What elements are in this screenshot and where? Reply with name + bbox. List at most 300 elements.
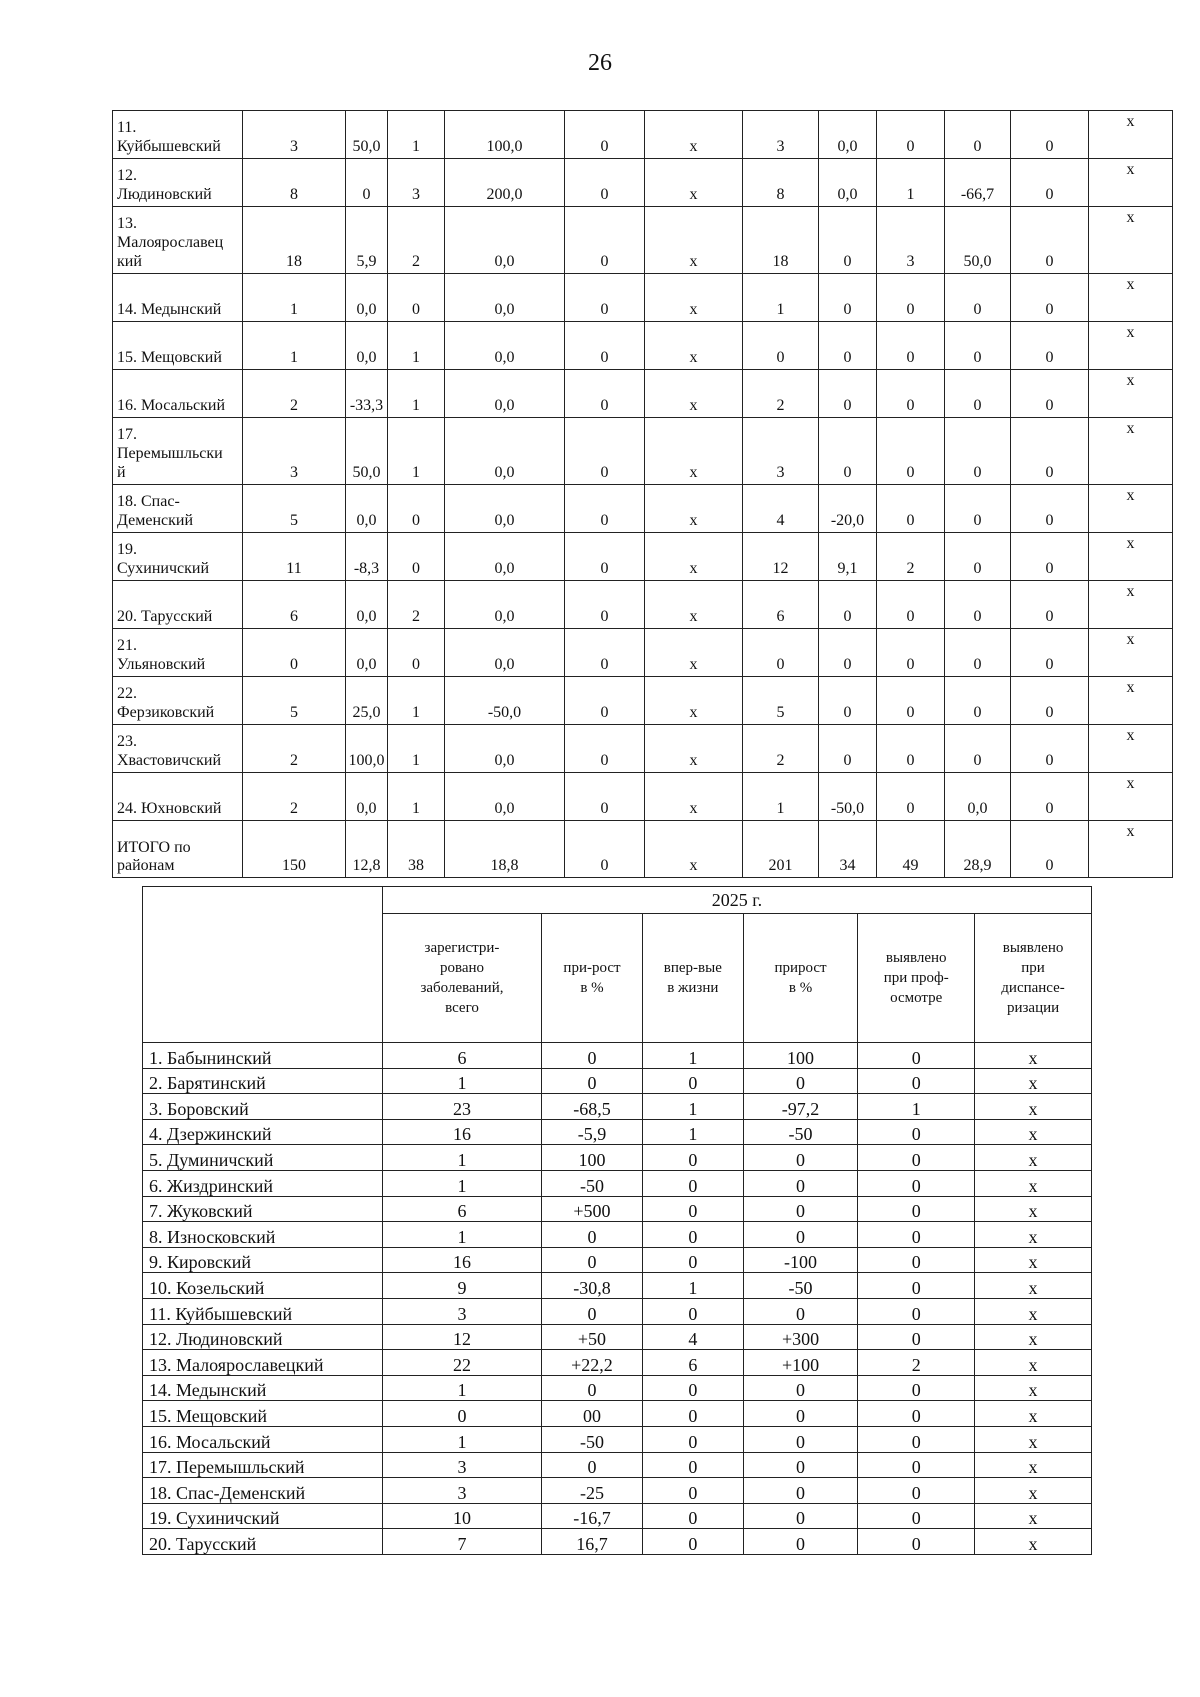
district-name: 12. Людиновский — [113, 159, 243, 207]
table-cell: 1 — [388, 677, 445, 725]
table-cell: 0 — [877, 773, 945, 821]
district-name: 9. Кировский — [143, 1247, 383, 1273]
table-cell: 0,0 — [445, 418, 565, 485]
table-cell: 0 — [877, 370, 945, 418]
table-cell: 0 — [819, 629, 877, 677]
table-cell: х — [975, 1452, 1092, 1478]
table-row — [113, 821, 1173, 878]
table-cell: 2 — [243, 370, 346, 418]
district-name: 1. Бабынинский — [143, 1043, 383, 1069]
district-name: 11. Куйбышевский — [143, 1298, 383, 1324]
header-blank — [143, 887, 383, 1043]
district-name: 19. Сухиничский — [143, 1503, 383, 1529]
table-cell: 100 — [743, 1043, 858, 1069]
table-row — [143, 1145, 1092, 1171]
table-cell: 3 — [388, 159, 445, 207]
table-cell: 49 — [877, 821, 945, 878]
table-cell: 0 — [642, 1401, 743, 1427]
table-cell-x: х — [1089, 111, 1173, 159]
district-name: 18. Спас-Деменский — [143, 1478, 383, 1504]
table-cell-x: х — [1089, 581, 1173, 629]
table-cell: 0 — [858, 1324, 975, 1350]
table-row — [143, 1478, 1092, 1504]
table-cell: +50 — [542, 1324, 643, 1350]
table-cell: х — [975, 1222, 1092, 1248]
table-cell: х — [645, 581, 743, 629]
table-cell: -100 — [743, 1247, 858, 1273]
table-cell: 201 — [743, 821, 819, 878]
table-cell: 0,0 — [346, 773, 388, 821]
district-name: 14. Медынский — [113, 274, 243, 322]
table-cell: 5 — [243, 485, 346, 533]
table-cell: 0 — [945, 629, 1011, 677]
table-row — [113, 725, 1173, 773]
table-cell: 12,8 — [346, 821, 388, 878]
table-cell: 3 — [743, 111, 819, 159]
table-cell: 1 — [642, 1273, 743, 1299]
table-cell: 1 — [388, 418, 445, 485]
district-name: 15. Мещовский — [113, 322, 243, 370]
table-cell: х — [975, 1375, 1092, 1401]
table-cell-x: х — [1089, 370, 1173, 418]
table-cell: 0 — [819, 581, 877, 629]
table-cell: х — [645, 485, 743, 533]
table-row — [143, 1247, 1092, 1273]
district-name: 20. Тарусский — [113, 581, 243, 629]
column-header: выявлено при диспансе- ризации — [975, 914, 1092, 1043]
table-cell: 0 — [565, 581, 645, 629]
table-row — [113, 418, 1173, 485]
table-cell: 0 — [743, 629, 819, 677]
table-cell: 1 — [382, 1222, 541, 1248]
table-cell: +100 — [743, 1350, 858, 1376]
table-cell: х — [975, 1478, 1092, 1504]
table-cell: х — [975, 1401, 1092, 1427]
table-cell: 3 — [382, 1298, 541, 1324]
table-cell: х — [975, 1324, 1092, 1350]
table-cell: 0 — [743, 1068, 858, 1094]
table-row — [143, 1273, 1092, 1299]
table-cell: 2 — [743, 725, 819, 773]
table-cell: -68,5 — [542, 1094, 643, 1120]
district-name: 21. Ульяновский — [113, 629, 243, 677]
table-cell: 0 — [642, 1478, 743, 1504]
table-cell: 0 — [858, 1298, 975, 1324]
table-cell: 0 — [565, 370, 645, 418]
table-cell: 0 — [858, 1452, 975, 1478]
table-cell: 0,0 — [346, 485, 388, 533]
table-cell: 0 — [565, 274, 645, 322]
table-cell: 25,0 — [346, 677, 388, 725]
table-cell: 0 — [243, 629, 346, 677]
table-cell: 2 — [388, 207, 445, 274]
column-header: прирост в % — [743, 914, 858, 1043]
table-cell: 0,0 — [346, 629, 388, 677]
table-cell: 0 — [877, 274, 945, 322]
table-cell: х — [645, 274, 743, 322]
table-cell: 0 — [945, 725, 1011, 773]
table-cell: -25 — [542, 1478, 643, 1504]
table-cell: 0 — [945, 322, 1011, 370]
table-cell: 0 — [1011, 274, 1089, 322]
table-cell: 0 — [858, 1426, 975, 1452]
district-name: 7. Жуковский — [143, 1196, 383, 1222]
table-cell: 0 — [388, 533, 445, 581]
table-row — [113, 370, 1173, 418]
table-cell: х — [975, 1298, 1092, 1324]
table-row — [143, 1170, 1092, 1196]
table-cell: 0 — [743, 1503, 858, 1529]
table-cell: 2 — [388, 581, 445, 629]
table-cell: 0 — [743, 1145, 858, 1171]
table-cell: 0 — [858, 1273, 975, 1299]
table-cell: 0 — [642, 1068, 743, 1094]
header-year: 2025 г. — [382, 887, 1091, 914]
table-cell: 1 — [388, 370, 445, 418]
table-row — [143, 1503, 1092, 1529]
table-cell: 3 — [243, 418, 346, 485]
table-cell: 0 — [858, 1529, 975, 1555]
district-name: 8. Износковский — [143, 1222, 383, 1248]
table-cell: 0 — [743, 1375, 858, 1401]
table-cell: 0 — [565, 207, 645, 274]
table-cell: 34 — [819, 821, 877, 878]
table-cell: 0 — [642, 1145, 743, 1171]
district-name: 19. Сухиничский — [113, 533, 243, 581]
district-name: 2. Барятинский — [143, 1068, 383, 1094]
table-cell: х — [975, 1196, 1092, 1222]
table-cell: 0 — [565, 159, 645, 207]
table-cell: 10 — [382, 1503, 541, 1529]
table-cell: х — [975, 1503, 1092, 1529]
table-cell: -66,7 — [945, 159, 1011, 207]
table-cell: х — [645, 207, 743, 274]
table-cell: 0 — [1011, 159, 1089, 207]
table-cell: 3 — [382, 1452, 541, 1478]
table-row — [113, 274, 1173, 322]
table-cell: 0 — [877, 322, 945, 370]
table-cell-x: х — [1089, 629, 1173, 677]
table-cell-x: х — [1089, 773, 1173, 821]
district-name: 3. Боровский — [143, 1094, 383, 1120]
table-cell: 00 — [542, 1401, 643, 1427]
table-cell-x: х — [1089, 677, 1173, 725]
table-row — [143, 1324, 1092, 1350]
table-cell: х — [645, 725, 743, 773]
district-name: 12. Людиновский — [143, 1324, 383, 1350]
table-cell: 0 — [858, 1043, 975, 1069]
table-cell: 0 — [877, 485, 945, 533]
table-row — [143, 1401, 1092, 1427]
table-cell: 1 — [877, 159, 945, 207]
table-cell: х — [975, 1068, 1092, 1094]
table-cell: 0,0 — [819, 159, 877, 207]
table-cell: 1 — [642, 1043, 743, 1069]
table-cell: -20,0 — [819, 485, 877, 533]
table-cell: 0 — [542, 1222, 643, 1248]
table-cell: 0 — [1011, 322, 1089, 370]
table-cell: 0 — [858, 1170, 975, 1196]
table-row — [143, 1426, 1092, 1452]
table-cell: 0 — [819, 725, 877, 773]
table-cell: 0 — [743, 1452, 858, 1478]
table-cell: 0 — [877, 629, 945, 677]
table-cell: 0 — [743, 1298, 858, 1324]
table-cell: 1 — [382, 1068, 541, 1094]
table-cell: 9 — [382, 1273, 541, 1299]
table-cell: 0 — [858, 1222, 975, 1248]
district-name: 5. Думиничский — [143, 1145, 383, 1171]
table-row — [143, 1043, 1092, 1069]
table-cell: -5,9 — [542, 1119, 643, 1145]
table-row — [143, 1094, 1092, 1120]
table-cell-x: х — [1089, 418, 1173, 485]
table-cell: 3 — [743, 418, 819, 485]
table-cell: 0 — [819, 418, 877, 485]
district-table-continued — [112, 110, 1173, 878]
table-cell: 0 — [1011, 629, 1089, 677]
table-row — [143, 1529, 1092, 1555]
table-cell: 1 — [388, 322, 445, 370]
table-row — [143, 1222, 1092, 1248]
table-cell: 3 — [877, 207, 945, 274]
table-cell: 0 — [1011, 773, 1089, 821]
table-row — [143, 1196, 1092, 1222]
table-cell: 0 — [382, 1401, 541, 1427]
table-cell: 0 — [642, 1503, 743, 1529]
table-cell: 0 — [565, 533, 645, 581]
table-cell: 0 — [858, 1478, 975, 1504]
table-cell: 0 — [819, 677, 877, 725]
table-cell: 1 — [243, 322, 346, 370]
table-cell: 6 — [243, 581, 346, 629]
table-cell: 0 — [542, 1298, 643, 1324]
table-cell-x: х — [1089, 274, 1173, 322]
table-cell: 0 — [1011, 677, 1089, 725]
table-cell: х — [645, 773, 743, 821]
table-cell: 0 — [877, 418, 945, 485]
table-cell: 0 — [642, 1170, 743, 1196]
table-row — [113, 773, 1173, 821]
table-cell: 6 — [382, 1196, 541, 1222]
table-cell: 2 — [743, 370, 819, 418]
table-cell-x: х — [1089, 322, 1173, 370]
table-cell: 1 — [642, 1094, 743, 1120]
table-cell: 5 — [243, 677, 346, 725]
table-cell: х — [975, 1350, 1092, 1376]
table-cell: -33,3 — [346, 370, 388, 418]
table-cell: 0 — [945, 677, 1011, 725]
table-cell: 1 — [858, 1094, 975, 1120]
table-cell: х — [645, 629, 743, 677]
district-name: 11. Куйбышевский — [113, 111, 243, 159]
table-cell: -8,3 — [346, 533, 388, 581]
table-cell: 0 — [1011, 485, 1089, 533]
table-row — [143, 1119, 1092, 1145]
table-cell: х — [975, 1119, 1092, 1145]
table-cell: 0,0 — [445, 629, 565, 677]
table-cell: 0 — [565, 821, 645, 878]
table-cell: 0 — [819, 207, 877, 274]
table-cell: 1 — [382, 1375, 541, 1401]
table-cell: 2 — [877, 533, 945, 581]
table-row — [113, 533, 1173, 581]
table-cell: х — [645, 370, 743, 418]
table-cell: 0 — [346, 159, 388, 207]
table-cell: 0 — [945, 485, 1011, 533]
table-cell: 0 — [388, 629, 445, 677]
district-name: 23. Хвастовичский — [113, 725, 243, 773]
table-cell: 0 — [1011, 370, 1089, 418]
table-cell: 1 — [743, 274, 819, 322]
table-cell: 0 — [1011, 533, 1089, 581]
table-cell: х — [975, 1529, 1092, 1555]
table-cell: 23 — [382, 1094, 541, 1120]
table-cell: 0,0 — [945, 773, 1011, 821]
table-cell: 5,9 — [346, 207, 388, 274]
table-cell: -50 — [743, 1119, 858, 1145]
table-cell: х — [645, 418, 743, 485]
table-cell: 0,0 — [346, 322, 388, 370]
table-cell: 2 — [243, 773, 346, 821]
table-row — [143, 1452, 1092, 1478]
table-cell: 3 — [243, 111, 346, 159]
table-cell: 0 — [642, 1222, 743, 1248]
district-name: ИТОГО по районам — [113, 821, 243, 878]
table-cell: 1 — [388, 111, 445, 159]
table-row — [113, 485, 1173, 533]
table-cell: 0 — [743, 322, 819, 370]
table-cell: 0 — [877, 111, 945, 159]
table-cell: 50,0 — [346, 111, 388, 159]
table-cell: 0 — [945, 274, 1011, 322]
table-cell: х — [975, 1273, 1092, 1299]
district-name: 22. Ферзиковский — [113, 677, 243, 725]
table-cell: 8 — [743, 159, 819, 207]
table-cell: 0 — [642, 1452, 743, 1478]
table-cell: 0 — [877, 725, 945, 773]
table-cell: 0,0 — [346, 581, 388, 629]
table-row — [143, 1375, 1092, 1401]
table-cell: х — [975, 1247, 1092, 1273]
table-cell: 2 — [858, 1350, 975, 1376]
table-cell: 0 — [945, 418, 1011, 485]
table-cell: 38 — [388, 821, 445, 878]
table-cell: 12 — [743, 533, 819, 581]
table-cell: 0 — [642, 1247, 743, 1273]
table-cell: 7 — [382, 1529, 541, 1555]
table-cell: 0,0 — [445, 485, 565, 533]
table-cell: х — [975, 1145, 1092, 1171]
table-cell-x: х — [1089, 159, 1173, 207]
district-name: 13. Малоярославецкий — [143, 1350, 383, 1376]
table-cell: 5 — [743, 677, 819, 725]
district-name: 14. Медынский — [143, 1375, 383, 1401]
table-cell: 9,1 — [819, 533, 877, 581]
table-cell: 0 — [819, 322, 877, 370]
table-cell: 0 — [565, 773, 645, 821]
table-cell: 0 — [542, 1452, 643, 1478]
table-cell: 1 — [388, 773, 445, 821]
table-cell: 100 — [542, 1145, 643, 1171]
table-cell: 12 — [382, 1324, 541, 1350]
table-cell: 11 — [243, 533, 346, 581]
table-cell: +22,2 — [542, 1350, 643, 1376]
table-cell: 0 — [858, 1375, 975, 1401]
table-cell: 0 — [542, 1043, 643, 1069]
table-cell: 2 — [243, 725, 346, 773]
table-cell: -16,7 — [542, 1503, 643, 1529]
table-cell: х — [645, 821, 743, 878]
table-cell: х — [975, 1426, 1092, 1452]
district-name: 17. Перемышльски й — [113, 418, 243, 485]
table-cell: 0,0 — [445, 773, 565, 821]
table-cell: х — [975, 1094, 1092, 1120]
district-name: 4. Дзержинский — [143, 1119, 383, 1145]
table-cell: -50 — [542, 1170, 643, 1196]
table-cell: 1 — [382, 1426, 541, 1452]
table-cell: 16 — [382, 1119, 541, 1145]
table-cell: 0 — [565, 485, 645, 533]
table-cell: 6 — [382, 1043, 541, 1069]
table-cell: 1 — [642, 1119, 743, 1145]
table-row — [113, 159, 1173, 207]
table-cell: 0 — [819, 370, 877, 418]
table-cell: 0 — [858, 1196, 975, 1222]
table-row — [113, 111, 1173, 159]
table-cell: 18 — [243, 207, 346, 274]
table-cell: 50,0 — [945, 207, 1011, 274]
table-cell: 0 — [858, 1247, 975, 1273]
table-cell: 0 — [743, 1196, 858, 1222]
table-cell: 0,0 — [819, 111, 877, 159]
table-cell: -50,0 — [819, 773, 877, 821]
table-cell: 0 — [819, 274, 877, 322]
district-name: 17. Перемышльский — [143, 1452, 383, 1478]
table-cell: 100,0 — [346, 725, 388, 773]
table-cell: 1 — [382, 1145, 541, 1171]
table-cell: 18 — [743, 207, 819, 274]
table-cell-x: х — [1089, 725, 1173, 773]
table-cell: 0,0 — [445, 725, 565, 773]
table-cell: 0 — [565, 725, 645, 773]
table-cell-x: х — [1089, 821, 1173, 878]
table-cell: -50,0 — [445, 677, 565, 725]
table-cell: х — [645, 677, 743, 725]
table-cell: 0 — [565, 629, 645, 677]
table-cell: 0 — [858, 1401, 975, 1427]
table-cell: 0 — [877, 677, 945, 725]
table-cell: 6 — [642, 1350, 743, 1376]
table-cell: 0 — [858, 1145, 975, 1171]
district-table-2025 — [142, 886, 1092, 1555]
table-cell: 0,0 — [445, 207, 565, 274]
table-cell: 150 — [243, 821, 346, 878]
table-cell: 28,9 — [945, 821, 1011, 878]
table-cell: 0 — [642, 1426, 743, 1452]
table-cell: 18,8 — [445, 821, 565, 878]
table-cell: 0 — [1011, 581, 1089, 629]
table-cell-x: х — [1089, 207, 1173, 274]
column-header: выявлено при проф- осмотре — [858, 914, 975, 1043]
table-row — [113, 677, 1173, 725]
table-cell: 1 — [382, 1170, 541, 1196]
table-cell: 0,0 — [445, 274, 565, 322]
table-cell: -97,2 — [743, 1094, 858, 1120]
table-cell: 0 — [877, 581, 945, 629]
page-number: 26 — [588, 50, 612, 76]
district-name: 18. Спас- Деменский — [113, 485, 243, 533]
